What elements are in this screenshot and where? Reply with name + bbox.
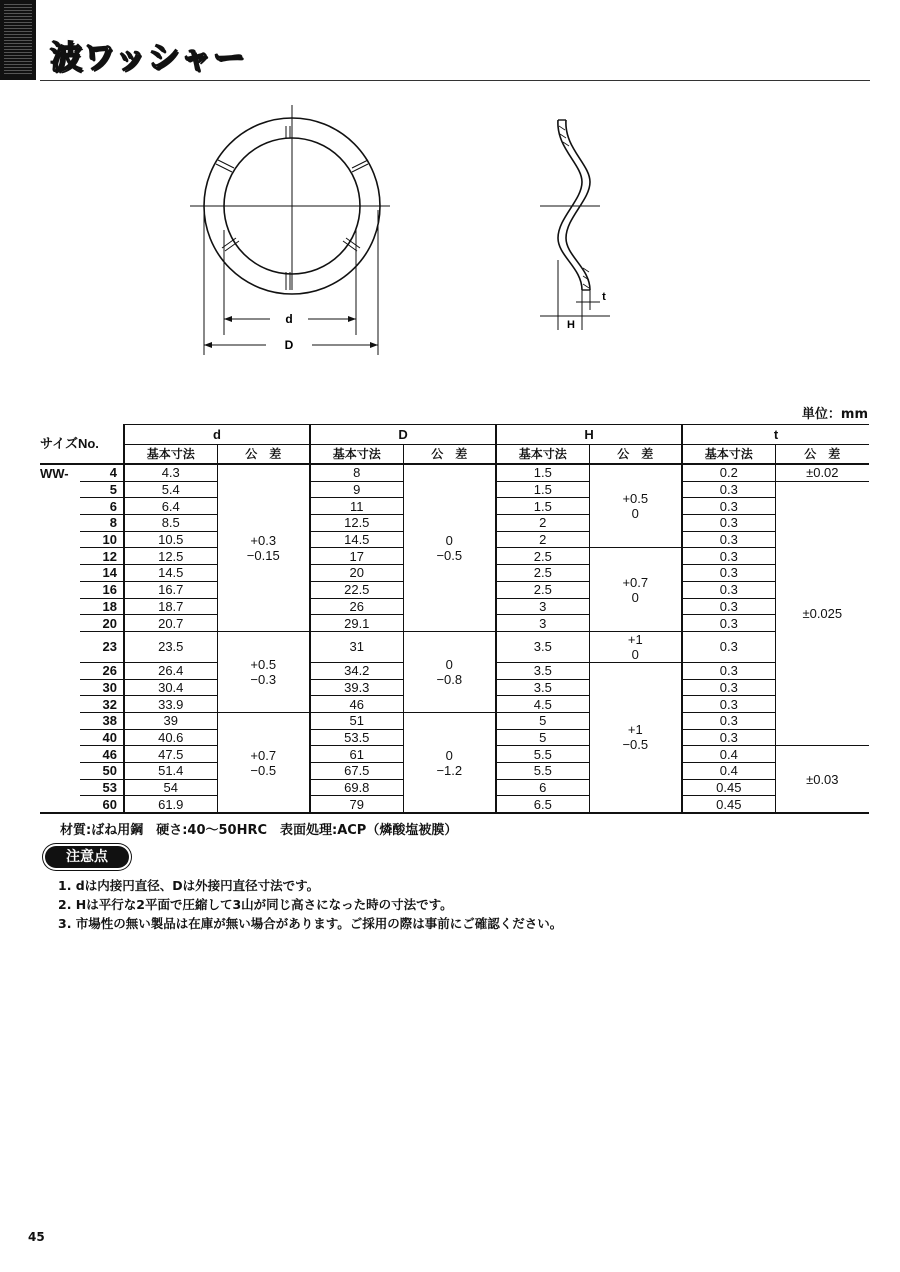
- t-value: 0.3: [682, 548, 775, 565]
- label-H: H: [567, 319, 575, 331]
- D-value: 51: [310, 712, 403, 729]
- H-value: 3.5: [496, 631, 589, 662]
- H-tol-upper: +0.7: [622, 574, 649, 590]
- size-prefix: [40, 481, 80, 498]
- H-tol-lower: 0: [631, 589, 639, 605]
- D-value: 14.5: [310, 531, 403, 548]
- material-spec: 材質:ばね用鋼 硬さ:40〜50HRC 表面処理:ACP（燐酸塩被膜）: [60, 823, 458, 838]
- header-bar-pattern: [4, 4, 32, 76]
- d-tolerance: [217, 464, 310, 631]
- d-value: 20.7: [124, 615, 217, 632]
- size-prefix: [40, 779, 80, 796]
- size-prefix: [40, 548, 80, 565]
- D-tol-upper: 0: [445, 747, 453, 763]
- t-value: 0.3: [682, 712, 775, 729]
- notes-list: [58, 876, 562, 933]
- H-tolerance: [589, 631, 682, 662]
- t-value: 0.3: [682, 729, 775, 746]
- d-tolerance: [217, 712, 310, 813]
- d-value: 61.9: [124, 796, 217, 813]
- size-prefix: [40, 631, 80, 662]
- t-value: 0.3: [682, 498, 775, 515]
- title-rule: [40, 80, 870, 81]
- group-header-D: D: [310, 425, 496, 445]
- size-prefix: [40, 796, 80, 813]
- d-value: 8.5: [124, 515, 217, 532]
- D-value: 9: [310, 481, 403, 498]
- H-value: 6: [496, 779, 589, 796]
- size-number: 50: [80, 763, 124, 780]
- size-prefix: [40, 712, 80, 729]
- t-value: 0.3: [682, 679, 775, 696]
- size-prefix: [40, 696, 80, 713]
- t-value: 0.3: [682, 696, 775, 713]
- d-value: 16.7: [124, 581, 217, 598]
- group-header-t: t: [682, 425, 869, 445]
- D-value: 26: [310, 598, 403, 615]
- t-value: 0.45: [682, 796, 775, 813]
- H-tol-lower: 0: [631, 506, 639, 522]
- unit-label: 単位：mm: [801, 407, 868, 422]
- H-tol-lower: −0.5: [622, 737, 649, 753]
- D-value: 61: [310, 746, 403, 763]
- group-header-d: d: [124, 425, 310, 445]
- t-value: 0.3: [682, 481, 775, 498]
- size-number: 30: [80, 679, 124, 696]
- size-number: 18: [80, 598, 124, 615]
- D-value: 29.1: [310, 615, 403, 632]
- size-prefix: [40, 531, 80, 548]
- D-value: 46: [310, 696, 403, 713]
- size-prefix: [40, 746, 80, 763]
- size-number: 5: [80, 481, 124, 498]
- d-value: 47.5: [124, 746, 217, 763]
- H-value: 2.5: [496, 548, 589, 565]
- d-tolerance: [217, 631, 310, 712]
- group-header-H: H: [496, 425, 682, 445]
- washer-drawings: [0, 90, 900, 390]
- D-value: 53.5: [310, 729, 403, 746]
- size-number: 60: [80, 796, 124, 813]
- d-tol-lower: −0.5: [250, 762, 277, 778]
- size-prefix: [40, 679, 80, 696]
- tolerance-header: 公 差: [775, 445, 869, 465]
- H-value: 5: [496, 729, 589, 746]
- size-prefix: WW-: [40, 465, 69, 481]
- basic-dimension-header: 基本寸法: [682, 445, 775, 465]
- d-tol-upper: +0.7: [250, 747, 277, 763]
- H-value: 5.5: [496, 763, 589, 780]
- size-number: 40: [80, 729, 124, 746]
- t-value: 0.3: [682, 515, 775, 532]
- t-value: 0.3: [682, 531, 775, 548]
- basic-dimension-header: 基本寸法: [310, 445, 403, 465]
- d-tol-lower: −0.3: [250, 671, 277, 687]
- size-number: 6: [80, 498, 124, 515]
- table-row: [40, 464, 869, 481]
- size-number: 12: [80, 548, 124, 565]
- size-number: 10: [80, 531, 124, 548]
- d-value: 51.4: [124, 763, 217, 780]
- size-prefix: [40, 615, 80, 632]
- size-number: 46: [80, 746, 124, 763]
- H-value: 1.5: [496, 481, 589, 498]
- D-value: 34.2: [310, 662, 403, 679]
- H-tolerance: [589, 464, 682, 548]
- t-tolerance: ±0.025: [775, 481, 869, 746]
- washer-side-view: [540, 120, 610, 330]
- D-value: 79: [310, 796, 403, 813]
- D-value: 11: [310, 498, 403, 515]
- d-value: 18.7: [124, 598, 217, 615]
- page-title: 波ワッシャー: [50, 38, 246, 76]
- size-prefix: [40, 662, 80, 679]
- size-number: 20: [80, 615, 124, 632]
- size-number: 14: [80, 565, 124, 582]
- spec-table: [40, 424, 869, 814]
- d-value: 5.4: [124, 481, 217, 498]
- H-value: 2: [496, 531, 589, 548]
- tolerance-header: 公 差: [217, 445, 310, 465]
- label-t: t: [602, 291, 606, 303]
- d-value: 14.5: [124, 565, 217, 582]
- table-row: [40, 712, 869, 729]
- H-value: 1.5: [496, 498, 589, 515]
- H-tolerance: [589, 662, 682, 813]
- size-prefix: [40, 565, 80, 582]
- D-value: 39.3: [310, 679, 403, 696]
- H-value: 6.5: [496, 796, 589, 813]
- t-tolerance: ±0.03: [775, 746, 869, 813]
- d-tol-upper: +0.5: [250, 656, 277, 672]
- size-number: 23: [80, 631, 124, 662]
- size-prefix: [40, 581, 80, 598]
- t-value: 0.2: [682, 464, 775, 481]
- D-value: 17: [310, 548, 403, 565]
- label-d: d: [285, 312, 293, 326]
- basic-dimension-header: 基本寸法: [124, 445, 217, 465]
- d-value: 6.4: [124, 498, 217, 515]
- size-number: 26: [80, 662, 124, 679]
- size-prefix: [40, 498, 80, 515]
- D-value: 12.5: [310, 515, 403, 532]
- d-value: 26.4: [124, 662, 217, 679]
- table-row: [40, 631, 869, 662]
- t-value: 0.3: [682, 598, 775, 615]
- D-tol-upper: 0: [445, 656, 453, 672]
- d-tol-upper: +0.3: [250, 532, 277, 548]
- D-value: 67.5: [310, 763, 403, 780]
- size-prefix: [40, 763, 80, 780]
- H-tol-upper: +1: [627, 631, 643, 647]
- H-value: 3: [496, 598, 589, 615]
- size-number: 16: [80, 581, 124, 598]
- D-value: 69.8: [310, 779, 403, 796]
- page-number: 45: [28, 1230, 45, 1244]
- H-value: 5.5: [496, 746, 589, 763]
- H-tolerance: [589, 548, 682, 631]
- header-bar: [0, 0, 36, 80]
- spec-table-body: [40, 425, 869, 814]
- d-value: 54: [124, 779, 217, 796]
- size-prefix: [40, 598, 80, 615]
- note-item: 2. Hは平行な2平面で圧縮して3山が同じ高さになった時の寸法です。: [58, 897, 453, 912]
- H-value: 1.5: [496, 464, 589, 481]
- D-tolerance: [403, 631, 496, 712]
- notes-badge: 注意点: [45, 846, 129, 868]
- D-value: 31: [310, 631, 403, 662]
- D-tol-lower: −1.2: [436, 762, 463, 778]
- t-tolerance: ±0.02: [775, 464, 869, 481]
- H-value: 2.5: [496, 581, 589, 598]
- size-number: 4: [80, 464, 124, 481]
- D-tol-lower: −0.8: [436, 671, 463, 687]
- H-value: 3.5: [496, 662, 589, 679]
- header-row-subcols: [40, 445, 869, 465]
- tolerance-header: 公 差: [589, 445, 682, 465]
- note-item: 1. dは内接円直径、Dは外接円直径寸法です。: [58, 878, 320, 893]
- t-value: 0.3: [682, 631, 775, 662]
- H-tol-lower: 0: [631, 646, 639, 662]
- size-prefix: [40, 729, 80, 746]
- size-prefix: [40, 515, 80, 532]
- t-value: 0.3: [682, 615, 775, 632]
- H-value: 3: [496, 615, 589, 632]
- H-value: 4.5: [496, 696, 589, 713]
- H-tol-upper: +0.5: [622, 491, 649, 507]
- t-value: 0.4: [682, 763, 775, 780]
- t-value: 0.3: [682, 662, 775, 679]
- D-tol-lower: −0.5: [436, 547, 463, 563]
- d-tol-lower: −0.15: [246, 547, 280, 563]
- H-value: 2.5: [496, 565, 589, 582]
- H-tol-upper: +1: [627, 722, 643, 738]
- basic-dimension-header: 基本寸法: [496, 445, 589, 465]
- H-value: 5: [496, 712, 589, 729]
- d-value: 40.6: [124, 729, 217, 746]
- note-item: 3. 市場性の無い製品は在庫が無い場合があります。ご採用の際は事前にご確認ください。: [58, 916, 563, 931]
- t-value: 0.45: [682, 779, 775, 796]
- D-tolerance: [403, 464, 496, 631]
- D-value: 22.5: [310, 581, 403, 598]
- d-value: 4.3: [124, 464, 217, 481]
- d-value: 10.5: [124, 531, 217, 548]
- tolerance-header: 公 差: [403, 445, 496, 465]
- size-number: 53: [80, 779, 124, 796]
- header-row-groups: [40, 425, 869, 445]
- d-value: 12.5: [124, 548, 217, 565]
- H-value: 3.5: [496, 679, 589, 696]
- t-value: 0.3: [682, 565, 775, 582]
- D-tolerance: [403, 712, 496, 813]
- d-value: 23.5: [124, 631, 217, 662]
- size-header: サイズNo.: [40, 425, 124, 465]
- d-value: 33.9: [124, 696, 217, 713]
- t-value: 0.4: [682, 746, 775, 763]
- D-value: 8: [310, 464, 403, 481]
- label-D: D: [284, 338, 294, 352]
- D-tol-upper: 0: [445, 532, 453, 548]
- size-number: 38: [80, 712, 124, 729]
- d-value: 39: [124, 712, 217, 729]
- H-value: 2: [496, 515, 589, 532]
- D-value: 20: [310, 565, 403, 582]
- size-number: 8: [80, 515, 124, 532]
- d-value: 30.4: [124, 679, 217, 696]
- size-number: 32: [80, 696, 124, 713]
- t-value: 0.3: [682, 581, 775, 598]
